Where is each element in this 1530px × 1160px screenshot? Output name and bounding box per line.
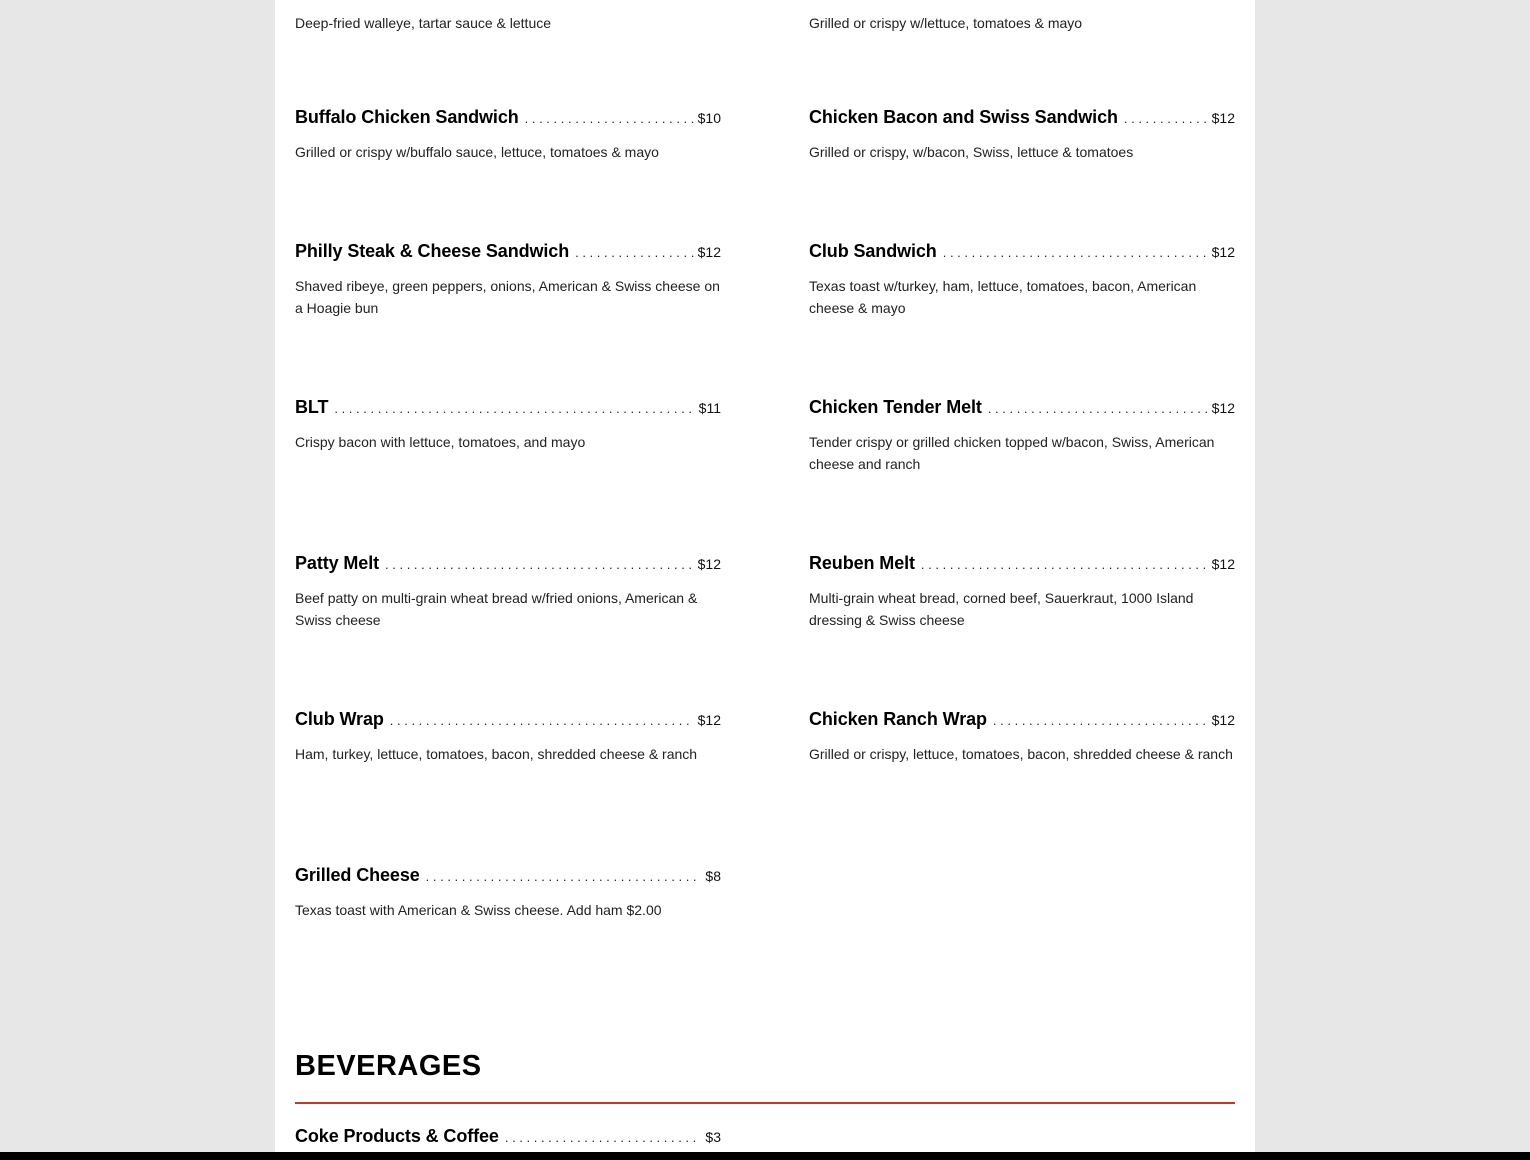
menu-item bbox=[295, 241, 721, 319]
item-description: Ham, turkey, lettuce, tomatoes, bacon, shredded cheese & ranch bbox=[295, 746, 698, 762]
item-description: Texas toast w/turkey, ham, lettuce, tomatoes, bacon, American cheese & mayo bbox=[809, 278, 1197, 316]
menu-item bbox=[295, 553, 721, 631]
item-price: $12 bbox=[1211, 712, 1235, 728]
dot-leader bbox=[921, 557, 1208, 572]
item-price: $8 bbox=[705, 868, 721, 884]
item-description: Grilled or crispy w/buffalo sauce, lettuce, tomatoes & mayo bbox=[295, 144, 659, 160]
item-name: Chicken Bacon and Swiss Sandwich bbox=[809, 107, 1118, 127]
menu-item bbox=[809, 107, 1235, 163]
item-name: Patty Melt bbox=[295, 553, 380, 573]
item-name: Coke Products & Coffee bbox=[295, 1126, 499, 1146]
item-name: Philly Steak & Cheese Sandwich bbox=[295, 241, 570, 261]
item-description: Multi-grain wheat bread, corned beef, Sauerkraut, 1000 Island dressing & Swiss cheese bbox=[809, 590, 1194, 628]
dot-leader bbox=[575, 245, 694, 260]
item-price: $12 bbox=[697, 712, 721, 728]
dot-leader bbox=[993, 713, 1208, 728]
section-title-beverages: BEVERAGES bbox=[295, 1050, 482, 1082]
dot-leader bbox=[525, 111, 694, 126]
item-name: Chicken Ranch Wrap bbox=[809, 709, 987, 729]
dot-leader bbox=[988, 401, 1208, 416]
dot-leader bbox=[385, 557, 694, 572]
item-price: $12 bbox=[1211, 244, 1235, 260]
item-price: $12 bbox=[1211, 110, 1235, 126]
dot-leader bbox=[390, 713, 694, 728]
item-price: $12 bbox=[1211, 400, 1235, 416]
menu-item bbox=[295, 107, 721, 163]
item-name: Grilled Cheese bbox=[295, 865, 420, 885]
dot-leader bbox=[426, 869, 702, 884]
menu-item bbox=[295, 1126, 721, 1150]
item-price: $3 bbox=[705, 1129, 721, 1145]
bottom-bar bbox=[0, 1152, 1530, 1160]
item-price: $12 bbox=[697, 244, 721, 260]
item-name: Club Wrap bbox=[295, 709, 384, 729]
menu-item bbox=[295, 709, 721, 765]
menu-item bbox=[809, 397, 1235, 475]
item-price: $12 bbox=[697, 556, 721, 572]
dot-leader bbox=[1124, 111, 1208, 126]
menu-item bbox=[295, 865, 721, 921]
item-name: Reuben Melt bbox=[809, 553, 915, 573]
menu-page bbox=[275, 0, 1255, 1160]
item-description: Beef patty on multi-grain wheat bread w/fried onions, American & Swiss cheese bbox=[295, 590, 698, 628]
item-name: Club Sandwich bbox=[809, 241, 937, 261]
dot-leader bbox=[943, 245, 1208, 260]
dot-leader bbox=[505, 1130, 702, 1145]
item-price: $10 bbox=[697, 110, 721, 126]
item-name: Buffalo Chicken Sandwich bbox=[295, 107, 519, 127]
item-description: Tender crispy or grilled chicken topped w/bacon, Swiss, American cheese and ranch bbox=[809, 434, 1215, 472]
item-description: Grilled or crispy, lettuce, tomatoes, bacon, shredded cheese & ranch bbox=[809, 746, 1233, 762]
menu-item bbox=[809, 241, 1235, 319]
item-price: $12 bbox=[1211, 556, 1235, 572]
dot-leader bbox=[334, 401, 694, 416]
menu-item bbox=[295, 397, 721, 453]
item-description: Grilled or crispy, w/bacon, Swiss, lettuce & tomatoes bbox=[809, 144, 1134, 160]
item-description: Shaved ribeye, green peppers, onions, American & Swiss cheese on a Hoagie bun bbox=[295, 278, 720, 316]
item-name: Chicken Tender Melt bbox=[809, 397, 982, 417]
section-divider bbox=[295, 1102, 1235, 1104]
item-description: Grilled or crispy w/lettuce, tomatoes & mayo bbox=[809, 15, 1083, 31]
item-description: Deep-fried walleye, tartar sauce & lettuce bbox=[295, 15, 552, 31]
item-price: $11 bbox=[698, 400, 721, 416]
menu-item bbox=[809, 709, 1235, 765]
item-name: BLT bbox=[295, 397, 329, 417]
item-description: Texas toast with American & Swiss cheese. Add ham $2.00 bbox=[295, 902, 662, 918]
menu-item bbox=[809, 553, 1235, 631]
item-description: Crispy bacon with lettuce, tomatoes, and mayo bbox=[295, 434, 586, 450]
